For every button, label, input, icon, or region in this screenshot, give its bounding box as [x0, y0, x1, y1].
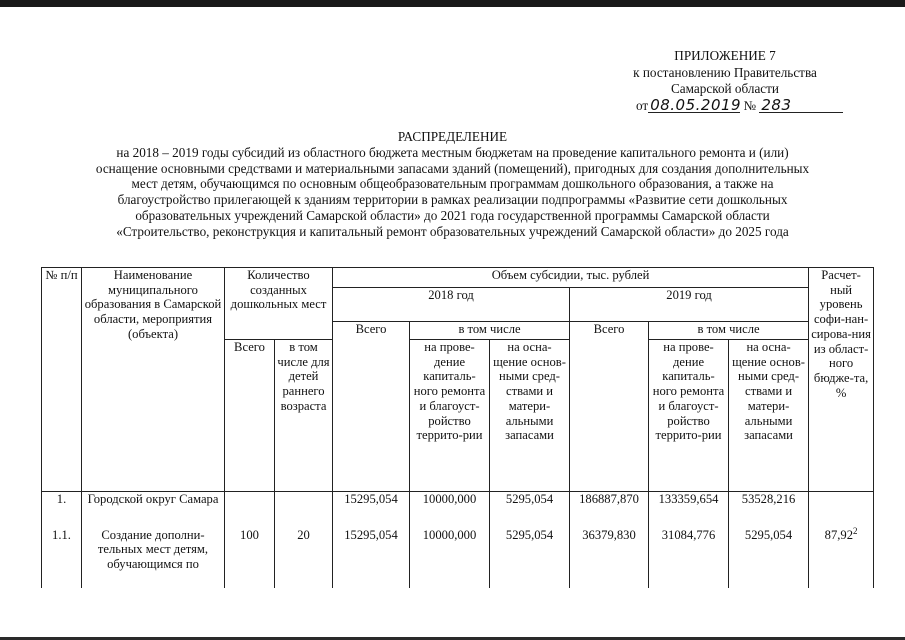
- col-header-rate: Расчет-ный уровень софи-нан-сирова-ния из област-ного бюдже-та, %: [809, 268, 874, 492]
- row-name: Создание дополни-тельных мест детям, обучающимся по: [82, 528, 225, 588]
- row-2018-total: 15295,054: [333, 492, 410, 528]
- appendix-line1: к постановлению Правительства: [633, 64, 817, 80]
- heading-line: мест детям, обучающимся по основным общеобразовательным программам дошкольного образования, а также на: [131, 176, 774, 192]
- row-places-early: [275, 492, 333, 528]
- row-2018-equip: 5295,054: [490, 492, 570, 528]
- row-places-total: [225, 492, 275, 528]
- appendix-date-line: [560, 95, 890, 116]
- col-header-2018-repair: на прове-дение капиталь-ного ремонта и благоуст-ройство террито-рии: [410, 340, 490, 492]
- table-row: [42, 492, 874, 528]
- col-header-places-early: в том числе для детей раннего возраста: [275, 340, 333, 492]
- row-2019-equip: 53528,216: [729, 492, 809, 528]
- row-2019-total: 186887,870: [570, 492, 649, 528]
- document-title: РАСПРЕДЕЛЕНИЕ: [397, 129, 508, 144]
- col-header-places: Количество созданных дошкольных мест: [225, 268, 333, 340]
- heading-line: «Строительство, реконструкция и капитальный ремонт образовательных учреждений Самарской области» до 2025 года: [116, 223, 789, 239]
- row-no: 1.: [42, 492, 82, 528]
- row-2019-equip: 5295,054: [729, 528, 809, 588]
- row-rate-footnote: 2: [853, 525, 858, 536]
- heading-line: оснащение основными средствами и материальными запасами зданий (помещений), пригодных для создания дополнительных: [95, 160, 810, 176]
- row-no: 1.1.: [42, 528, 82, 588]
- subsidy-table: [41, 267, 874, 588]
- row-rate: [809, 492, 874, 528]
- row-2018-total: 15295,054: [333, 528, 410, 588]
- col-header-2019-total: Всего: [570, 322, 649, 492]
- row-2018-repair: 10000,000: [410, 492, 490, 528]
- col-header-subsidy: Объем субсидии, тыс. рублей: [333, 268, 809, 288]
- row-rate-value: 87,92: [824, 527, 853, 542]
- scan-top-border: [0, 0, 905, 7]
- heading-line: на 2018 – 2019 годы субсидий из областного бюджета местным бюджетам на проведение капитального ремонта и (или): [116, 144, 789, 160]
- heading-line: благоустройство прилегающей к зданиям территории в рамках реализации подпрограммы «Развитие сети дошкольных: [117, 192, 788, 208]
- row-rate: [809, 525, 874, 588]
- row-2018-equip: 5295,054: [490, 528, 570, 588]
- col-header-2019-incl: в том числе: [649, 322, 809, 340]
- appendix-title: ПРИЛОЖЕНИЕ 7: [674, 48, 776, 63]
- handwritten-date: 08.05.2019: [650, 95, 742, 114]
- col-header-2019-equip: на осна-щение основ-ными сред-ствами и матери-альными запасами: [729, 340, 809, 492]
- number-label: №: [743, 97, 757, 113]
- col-header-2018-total: Всего: [333, 322, 410, 492]
- row-places-total: 100: [225, 528, 275, 588]
- appendix-block: [560, 48, 890, 116]
- col-header-no: № п/п: [42, 268, 82, 492]
- col-header-2019-repair: на прове-дение капиталь-ного ремонта и благоуст-ройство террито-рии: [649, 340, 729, 492]
- appendix-line2: Самарской области: [671, 81, 779, 96]
- row-name: Городской округ Самара: [82, 492, 225, 528]
- col-header-2018-incl: в том числе: [410, 322, 570, 340]
- handwritten-number: 283: [759, 98, 843, 113]
- col-header-2018: 2018 год: [333, 288, 570, 322]
- row-2019-repair: 133359,654: [649, 492, 729, 528]
- document-heading: [40, 129, 865, 240]
- from-label: от: [636, 97, 649, 113]
- row-places-early: 20: [275, 528, 333, 588]
- row-2019-repair: 31084,776: [649, 528, 729, 588]
- col-header-2018-equip: на осна-щение основ-ными сред-ствами и матери-альными запасами: [490, 340, 570, 492]
- table-row: [42, 528, 874, 588]
- col-header-places-total: Всего: [225, 340, 275, 492]
- row-2018-repair: 10000,000: [410, 528, 490, 588]
- col-header-name: Наименование муниципального образования в Самарской области, мероприятия (объекта): [82, 268, 225, 492]
- row-2019-total: 36379,830: [570, 528, 649, 588]
- header-row-1: [42, 268, 874, 288]
- col-header-2019: 2019 год: [570, 288, 809, 322]
- heading-line: образовательных учреждений Самарской области» до 2021 года государственной программы Самарской области: [135, 207, 770, 223]
